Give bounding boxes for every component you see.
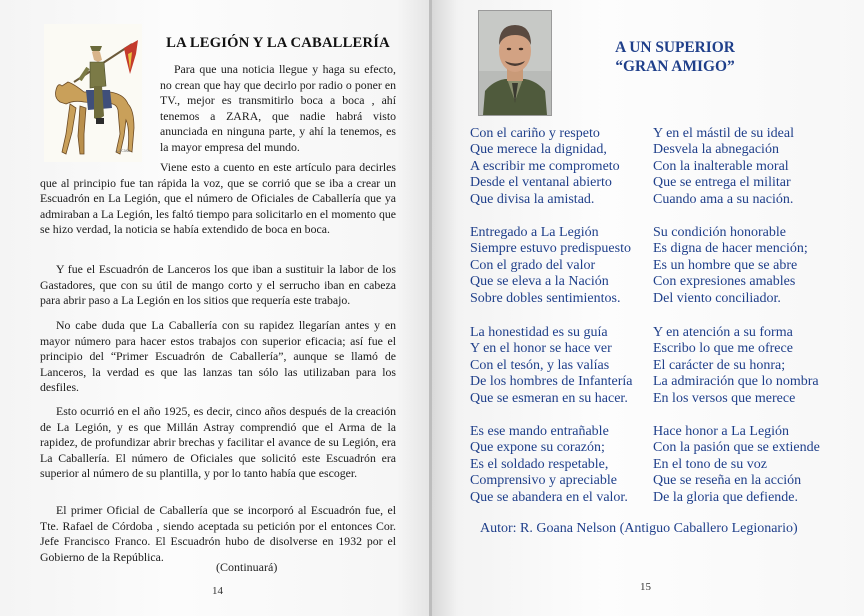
poem-stanza-right-3: Y en atención a su forma Escribo lo que me ofrece El carácter de su honra; La admiración que lo nombra En los versos que merece bbox=[653, 325, 819, 406]
page-number-right: 15 bbox=[640, 581, 651, 593]
article-paragraph-5: Esto ocurrió en el año 1925, es decir, cinco años después de la creación de La Legión, y es que Millán Astray comprendió que el Arma de la rapidez, de profundizar abrir brechas y facilitar el avance de su Legión, era La Caballería. El número de Oficiales que solicitó este Escuadrón era superior al número de su plantilla, y por lo tanto había que escoger. bbox=[40, 404, 396, 481]
article-title: LA LEGIÓN Y LA CABALLERÍA bbox=[166, 35, 390, 51]
poem-stanza-left-2: Entregado a La Legión Siempre estuvo predispuesto Con el grado del valor Que se eleva a la Nación Sobre dobles sentimientos. bbox=[470, 225, 631, 306]
officer-portrait-photo bbox=[478, 10, 552, 116]
left-page bbox=[0, 0, 431, 616]
page-number-left: 14 bbox=[212, 585, 223, 597]
article-paragraph-4: No cabe duda que La Caballería con su rapidez llegarían antes y en mayor número para hacer estos trabajos con superior eficacia; así fue el principio del “Primer Escuadrón de Caballería”, aunque se llamó de Lanceros, la verdad es que las lanzas tan sólo las utilizaban para los desfiles. bbox=[40, 318, 396, 395]
poem-author: Autor: R. Goana Nelson (Antiguo Caballero Legionario) bbox=[480, 521, 798, 536]
continued-note: (Continuará) bbox=[216, 560, 278, 574]
svg-text:Lacasa: Lacasa bbox=[116, 149, 130, 154]
article-paragraph-2: Viene esto a cuento en este artículo para decirles que al principio fue tan rápida la voz, que se corrió que se iba a crear un Escuadrón en La Legión, que el número de Oficiales de Caballería que ya admiraban a La Legión, les faltó tiempo para solicitarlo en el momento que se hizo verdad, la noticia se había extendido de boca en boca. bbox=[40, 160, 396, 237]
poem-stanza-left-1: Con el cariño y respeto Que merece la dignidad, A escribir me comprometo Desde el ventanal abierto Que divisa la amistad. bbox=[470, 126, 620, 207]
poem-stanza-left-4: Es ese mando entrañable Que expone su corazón; Es el soldado respetable, Comprensivo y apreciable Que se abandera en el valor. bbox=[470, 424, 628, 505]
poem-stanza-right-1: Y en el mástil de su ideal Desvela la abnegación Con la inalterable moral Que se entrega el militar Cuando ama a su nación. bbox=[653, 126, 794, 207]
poem-title-line-2: “GRAN AMIGO” bbox=[615, 58, 735, 75]
poem-stanza-left-3: La honestidad es su guía Y en el honor se hace ver Con el tesón, y las valías De los hombres de Infantería Que se esmeran en su hacer. bbox=[470, 325, 633, 406]
poem-title bbox=[585, 38, 765, 76]
poem-title-line-1: A UN SUPERIOR bbox=[615, 39, 735, 56]
article-paragraph-1: Para que una noticia llegue y haga su efecto, no crean que hay que decirlo por radio o poner en TV., mejor es transmitirlo boca a boca , ahí tenemos a ZARA, que nadie habrá visto anunciada en ninguna parte, y ahí la tenemos, es la mayor empresa del mundo. bbox=[160, 62, 396, 154]
mounted-lancer-illustration bbox=[44, 24, 142, 162]
poem-stanza-right-2: Su condición honorable Es digna de hacer mención; Es un hombre que se abre Con expresiones amables Del viento conciliador. bbox=[653, 225, 808, 306]
poem-stanza-right-4: Hace honor a La Legión Con la pasión que se extiende En el tono de su voz Que se reseña en la acción De la gloria que defiende. bbox=[653, 424, 820, 505]
article-paragraph-3: Y fue el Escuadrón de Lanceros los que iban a sustituir la labor de los Gastadores, que con su útil de mango corto y el serrucho iban en cabeza para abrir paso a La Legión en los sitios que requería este trabajo. bbox=[40, 262, 396, 308]
article-paragraph-6: El primer Oficial de Caballería que se incorporó al Escuadrón fue, el Tte. Rafael de Córdoba , siendo aceptada su petición por el entonces Cor. Jefe Francisco Franco. El Escuadrón hubo de disolverse en 1932 por el Gobierno de la República. bbox=[40, 503, 396, 564]
